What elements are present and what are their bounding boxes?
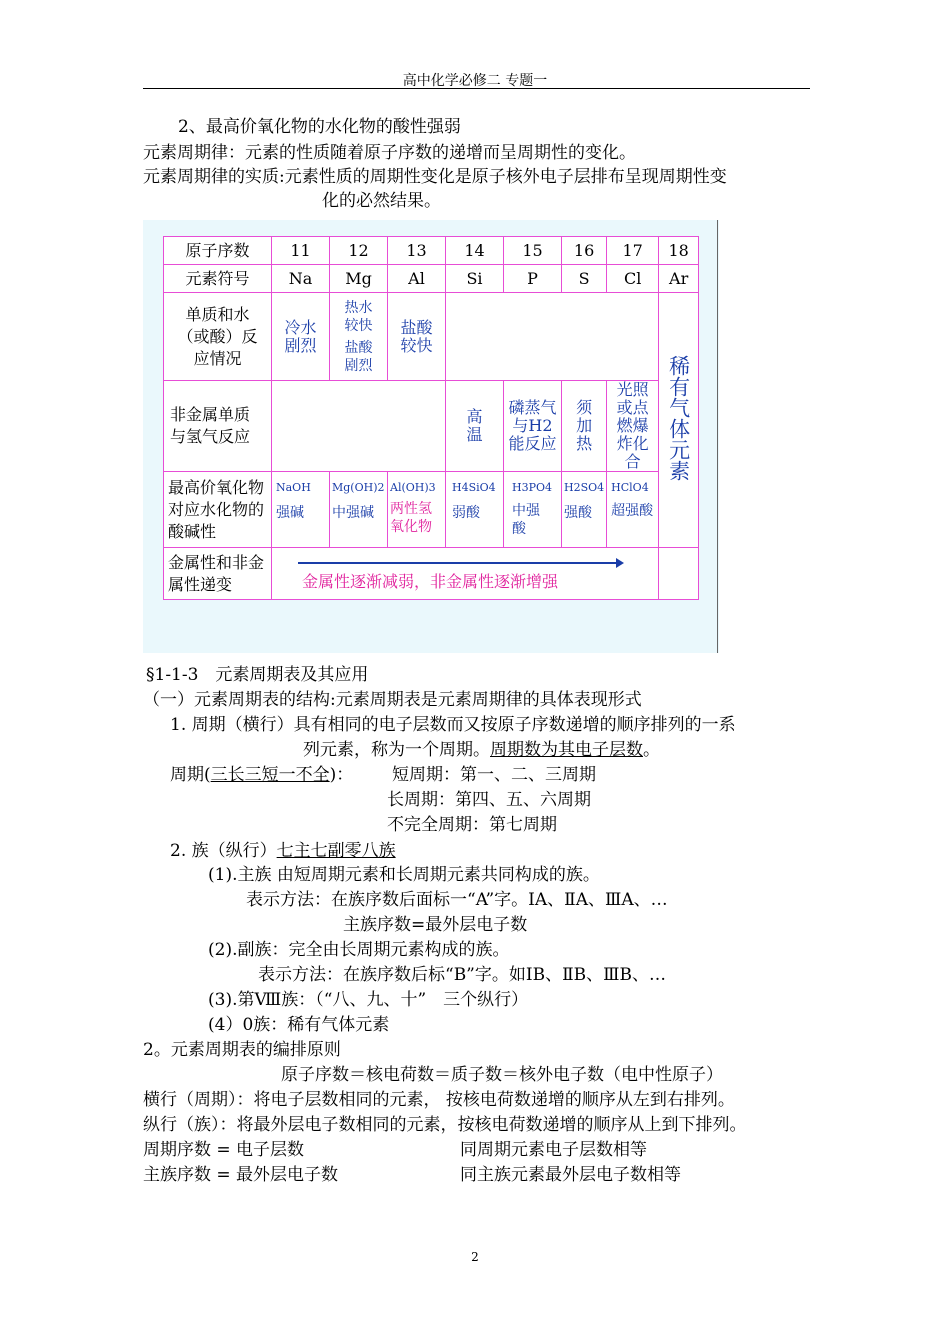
text: )： <box>329 765 354 785</box>
cell-empty <box>659 548 699 600</box>
number-equation: 原子序数＝核电荷数＝质子数＝核外电子数（电中性原子） <box>281 1065 723 1085</box>
cell: 14 <box>446 237 504 265</box>
short-period: 短周期：第一、二、三周期 <box>392 765 596 785</box>
row-symbol <box>164 265 699 293</box>
row-atomic-number <box>164 237 699 265</box>
cell: Mg <box>330 265 388 293</box>
mg-hot-water: 热水较快 <box>344 299 373 334</box>
cell-cl-acid <box>607 472 659 548</box>
row-rule: 横行（周期）：将电子层数相同的元素， 按核电荷数递增的顺序从左到右排列。 <box>143 1090 735 1110</box>
mg-acid: 盐酸剧烈 <box>344 339 373 374</box>
intro-line-1: 2、最高价氧化物的水化物的酸性强弱 <box>178 117 461 137</box>
right-arrow-icon <box>298 562 618 564</box>
label-acidity: 最高价氧化物对应水化物的酸碱性 <box>164 472 272 548</box>
intro-line-4: 化的必然结果。 <box>322 191 441 211</box>
text: 2. 族（纵行） <box>170 841 277 861</box>
cell-trend <box>272 548 659 600</box>
cell-s-hydrogen: 须加热 <box>562 381 607 472</box>
formula: H2SO4 <box>564 481 605 494</box>
cell: P <box>504 265 562 293</box>
acid-property: 超强酸 <box>611 503 654 519</box>
period-summary <box>170 764 353 786</box>
cell: 18 <box>659 237 699 265</box>
label-hydrogen-reaction: 非金属单质与氢气反应 <box>164 381 272 472</box>
formula: Al(OH)3 <box>390 481 436 494</box>
cell: 15 <box>504 237 562 265</box>
period-number-note: 同周期元素电子层数相等 <box>460 1140 647 1160</box>
row-acidity <box>164 472 699 548</box>
intro-line-2: 元素周期律：元素的性质随着原子序数的递增而呈周期性的变化。 <box>143 143 636 163</box>
cell-empty <box>272 381 446 472</box>
cell-p-hydrogen: 磷蒸气与H2能反应 <box>504 381 562 472</box>
cell-mg-acid <box>330 472 388 548</box>
underlined-text: 七主七副零八族 <box>276 841 396 861</box>
sub-group-notation: 表示方法：在族序数后标“B”字。如ⅠB、ⅡB、ⅢB、… <box>258 965 667 985</box>
text: 周期( <box>170 765 211 785</box>
acid-property: 强酸 <box>564 505 592 521</box>
cell: Na <box>272 265 330 293</box>
cell-s-acid <box>562 472 607 548</box>
row-trend <box>164 548 699 600</box>
label-symbol: 元素符号 <box>164 265 272 293</box>
label-water-reaction: 单质和水（或酸）反应情况 <box>164 293 272 381</box>
acid-property: 弱酸 <box>452 505 480 521</box>
cell-p-acid <box>504 472 562 548</box>
cell-cl-hydrogen: 光照或点燃爆炸化合 <box>607 381 659 472</box>
row-water-reaction <box>164 293 699 381</box>
cell: Si <box>446 265 504 293</box>
cell-mg-water <box>330 293 388 381</box>
formula: H4SiO4 <box>452 481 496 494</box>
formula: NaOH <box>276 481 311 494</box>
acid-property: 中强酸 <box>512 503 540 537</box>
intro-line-3: 元素周期律的实质:元素性质的周期性变化是原子核外电子层排布呈现周期性变 <box>143 167 727 187</box>
cell-noble-gas <box>659 293 699 548</box>
figure-border <box>717 220 718 653</box>
cell-al-water: 盐酸较快 <box>388 293 446 381</box>
cell: 11 <box>272 237 330 265</box>
trend-container <box>272 552 658 596</box>
period-three-table <box>163 236 699 600</box>
cell-si-hydrogen: 高温 <box>446 381 504 472</box>
text: 。 <box>643 740 660 760</box>
trend-text: 金属性逐渐减弱，非金属性逐渐增强 <box>302 571 559 591</box>
arrangement-heading: 2。元素周期表的编排原则 <box>143 1040 341 1060</box>
section-title: §1-1-3 元素周期表及其应用 <box>146 665 369 685</box>
cell: 12 <box>330 237 388 265</box>
acid-property: 中强碱 <box>332 505 374 521</box>
sub-group: (2).副族：完全由长周期元素构成的族。 <box>208 940 510 960</box>
acid-property: 两性氢氧化物 <box>390 501 432 535</box>
group-heading <box>170 840 396 862</box>
cell: 17 <box>607 237 659 265</box>
period-definition-1: 1. 周期（横行）具有相同的电子层数而又按原子序数递增的顺序排列的一系 <box>170 715 736 735</box>
formula: Mg(OH)2 <box>332 481 385 494</box>
label-atomic-number: 原子序数 <box>164 237 272 265</box>
acid-property: 强碱 <box>276 505 304 521</box>
cell-al-acid <box>388 472 446 548</box>
cell: S <box>562 265 607 293</box>
long-period: 长周期：第四、五、六周期 <box>387 790 591 810</box>
cell: Al <box>388 265 446 293</box>
cell-empty <box>446 293 659 381</box>
formula: H3PO4 <box>512 481 553 494</box>
column-rule: 纵行（族）：将最外层电子数相同的元素，按核电荷数递增的顺序从上到下排列。 <box>143 1115 747 1135</box>
page-number: 2 <box>471 1250 479 1264</box>
underlined-text: 三长三短一不全 <box>210 765 330 785</box>
main-group-number: 主族序数=最外层电子数 <box>343 915 528 935</box>
period-definition-2 <box>303 739 660 761</box>
cell-si-acid <box>446 472 504 548</box>
cell-na-acid <box>272 472 330 548</box>
label-trend: 金属性和非金属性递变 <box>164 548 272 600</box>
period-number-rule: 周期序数 = 电子层数 <box>143 1140 305 1160</box>
text: 列元素，称为一个周期。 <box>303 740 490 760</box>
underlined-text: 周期数为其电子层数 <box>490 740 643 760</box>
incomplete-period: 不完全周期：第七周期 <box>387 815 557 835</box>
page-header: 高中化学必修二 专题一 <box>402 73 548 89</box>
formula: HClO4 <box>611 481 649 494</box>
cell: Ar <box>659 265 699 293</box>
cell-na-water: 冷水剧烈 <box>272 293 330 381</box>
main-group-notation: 表示方法：在族序数后面标一“A”字。ⅠA、ⅡA、ⅢA、… <box>246 890 668 910</box>
row-hydrogen-reaction <box>164 381 699 472</box>
group-number-rule: 主族序数 = 最外层电子数 <box>143 1165 339 1185</box>
main-group: (1).主族 由短周期元素和长周期元素共同构成的族。 <box>208 865 600 885</box>
header-rule <box>143 88 810 89</box>
noble-gas-label: 稀有气体元素 <box>666 355 691 481</box>
group-number-note: 同主族元素最外层电子数相等 <box>460 1165 681 1185</box>
structure-heading: （一）元素周期表的结构:元素周期表是元素周期律的具体表现形式 <box>143 690 642 710</box>
cell: Cl <box>607 265 659 293</box>
group-zero: (4）0族：稀有气体元素 <box>208 1015 390 1035</box>
cell: 13 <box>388 237 446 265</box>
cell: 16 <box>562 237 607 265</box>
group-eight: (3).第Ⅷ族：（“八、九、十” 三个纵行） <box>208 990 529 1010</box>
